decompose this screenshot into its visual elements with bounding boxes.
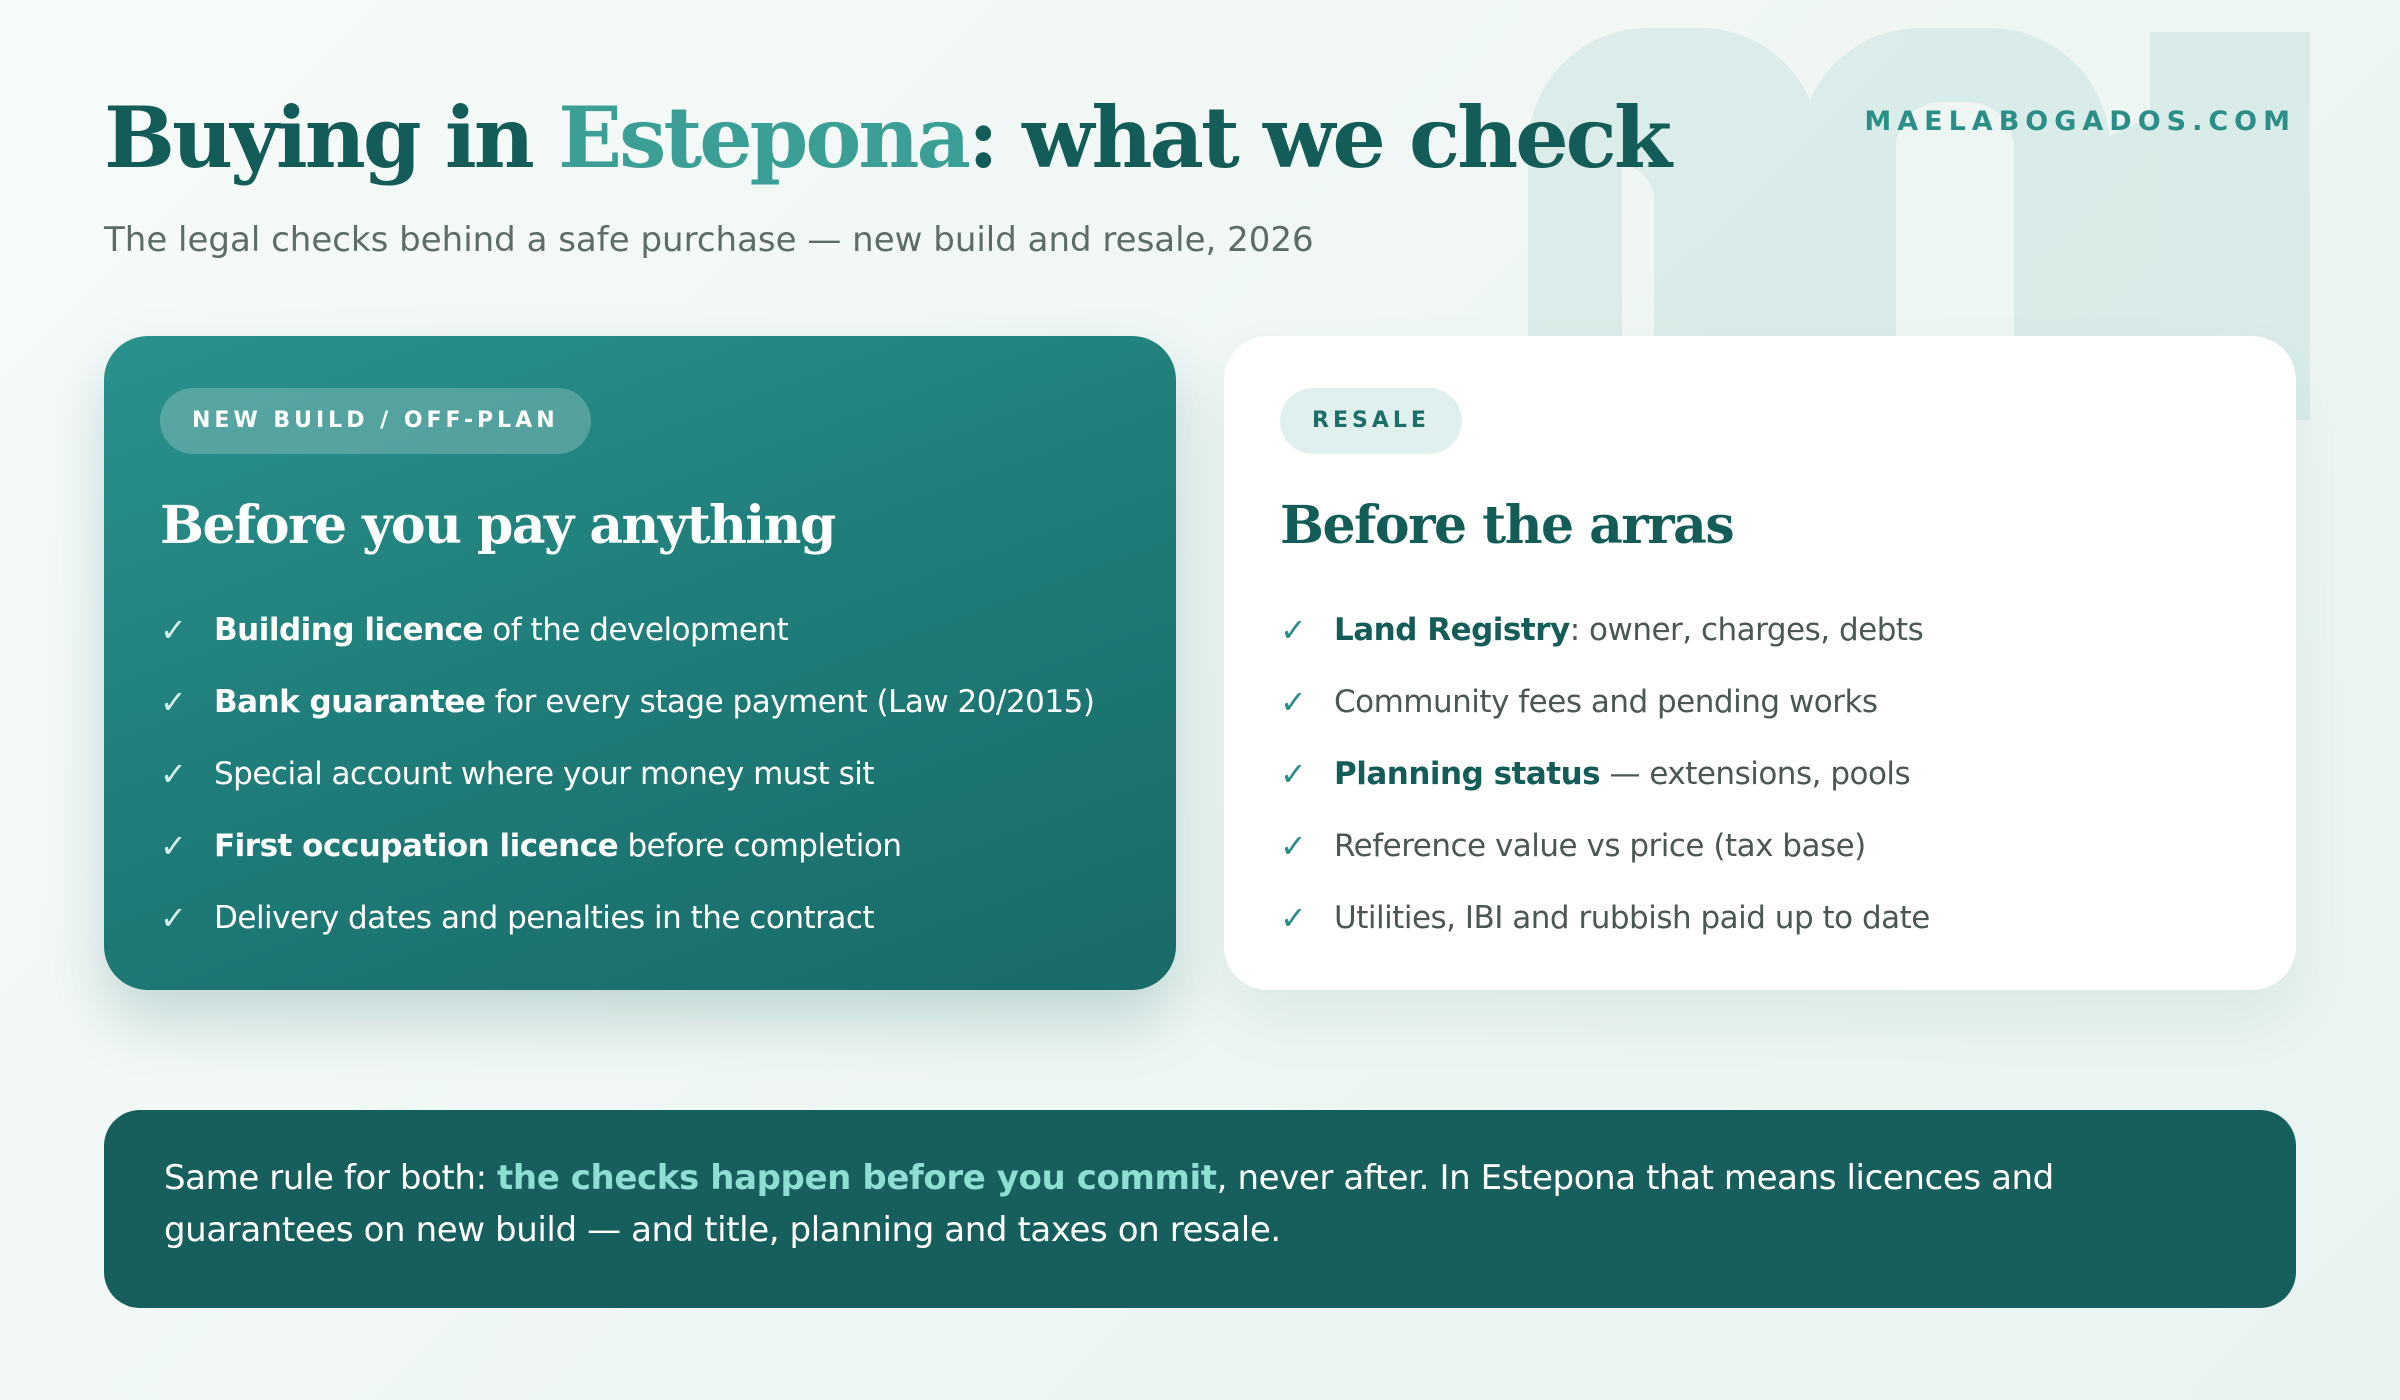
check-icon: ✓ [1280,899,1307,937]
list-item: ✓ First occupation licence before completion [160,827,902,865]
tag-new-build: NEW BUILD / OFF-PLAN [160,388,591,454]
page-title: Buying in Estepona: what we check [104,88,1670,187]
check-icon: ✓ [160,827,187,865]
list-item: ✓ Special account where your money must sit [160,755,875,793]
check-icon: ✓ [160,755,187,793]
check-icon: ✓ [1280,755,1307,793]
check-icon: ✓ [1280,827,1307,865]
checklist-new-build [160,594,1094,954]
list-item: ✓ Community fees and pending works [1280,683,1878,721]
card-resale [1224,336,2296,990]
check-icon: ✓ [160,899,187,937]
check-icon: ✓ [160,611,187,649]
brand-url: MAELABOGADOS.COM [1864,106,2296,137]
card-title-new-build: Before you pay anything [160,495,835,556]
list-item: ✓ Delivery dates and penalties in the contract [160,899,875,937]
check-icon: ✓ [160,683,187,721]
summary-highlight: the checks happen before you commit [497,1158,1217,1198]
checklist-resale [1280,594,1930,954]
list-item: ✓ Bank guarantee for every stage payment (Law 20/2015) [160,683,1095,721]
check-icon: ✓ [1280,683,1307,721]
page-subtitle: The legal checks behind a safe purchase — new build and resale, 2026 [104,220,1314,260]
summary-banner: Same rule for both: the checks happen before you commit, never after. In Estepona that means licences and guarantees on new build — and title, planning and taxes on resale. [104,1110,2296,1308]
list-item: ✓ Utilities, IBI and rubbish paid up to date [1280,899,1930,937]
check-icon: ✓ [1280,611,1307,649]
card-new-build [104,336,1176,990]
title-highlight: Estepona [558,88,968,187]
list-item: ✓ Planning status — extensions, pools [1280,755,1911,793]
card-title-resale: Before the arras [1280,495,1734,556]
list-item: ✓ Land Registry: owner, charges, debts [1280,611,1924,649]
list-item: ✓ Reference value vs price (tax base) [1280,827,1866,865]
list-item: ✓ Building licence of the development [160,611,789,649]
tag-resale: RESALE [1280,388,1462,454]
